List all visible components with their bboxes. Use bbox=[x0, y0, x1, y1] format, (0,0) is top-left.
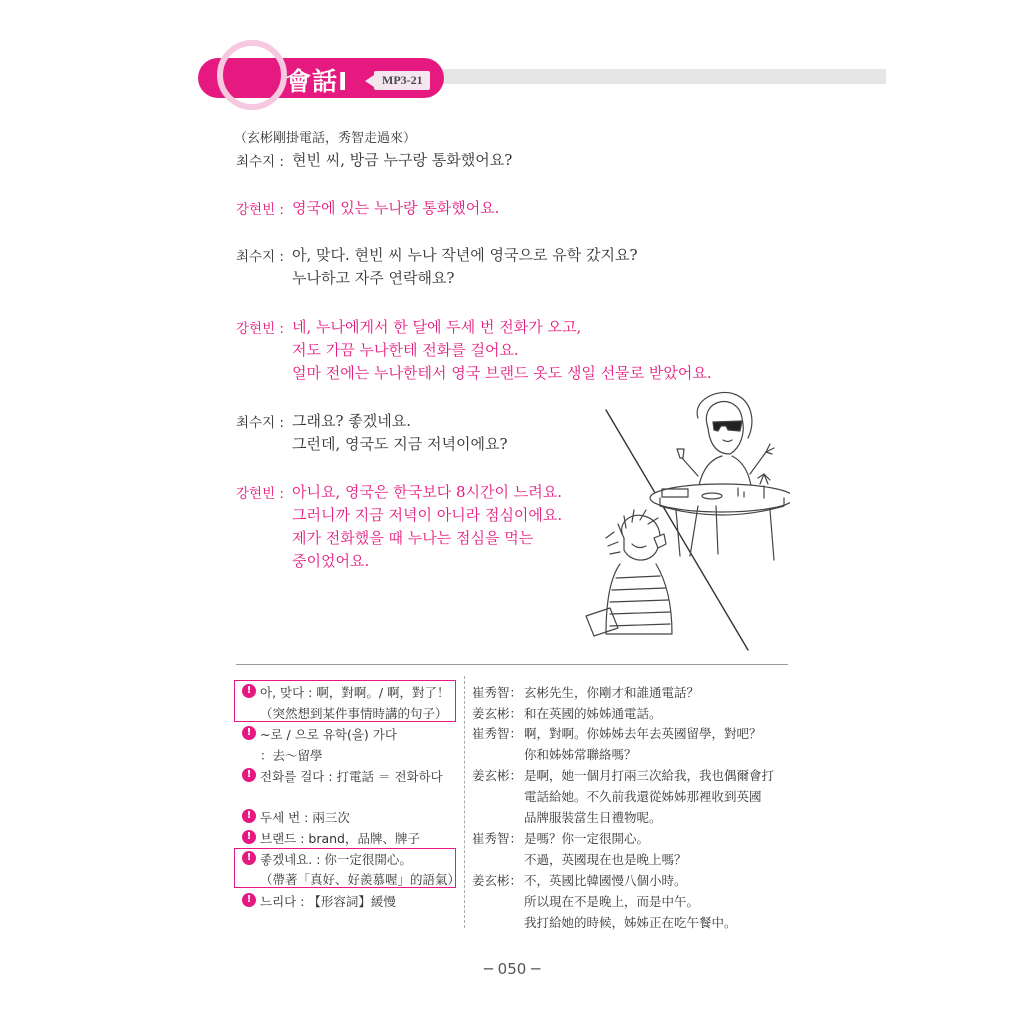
exclamation-icon: ! bbox=[242, 851, 256, 865]
exclamation-icon: ! bbox=[242, 893, 256, 907]
dialogue-line: 아, 맞다. 현빈 씨 누나 작년에 영국으로 유학 갔지요? bbox=[292, 246, 638, 264]
header-circle-decoration bbox=[217, 40, 287, 110]
dialogue-speaker: 최수지 : bbox=[236, 154, 284, 170]
translation-line: 電話給她。不久前我還從姊姊那裡收到英國 bbox=[524, 789, 762, 804]
phone-call-illustration bbox=[580, 388, 790, 658]
dialogue-speaker: 강현빈 : bbox=[236, 486, 284, 502]
translation-line: 我打給她的時候，姊姊正在吃午餐中。 bbox=[524, 915, 737, 930]
section-divider bbox=[236, 664, 788, 665]
dialogue-speaker: 최수지 : bbox=[236, 249, 284, 265]
exclamation-icon: ! bbox=[242, 684, 256, 698]
exclamation-icon: ! bbox=[242, 768, 256, 782]
header-gray-bar bbox=[430, 69, 886, 84]
dialogue-line: 제가 전화했을 때 누나는 점심을 먹는 bbox=[292, 529, 534, 547]
scene-note: （玄彬剛掛電話，秀智走過來） bbox=[234, 131, 417, 146]
dialogue-speaker: 최수지 : bbox=[236, 415, 284, 431]
translation-speaker: 崔秀智： bbox=[472, 685, 523, 700]
vocab-entry: （帶著「真好、好羨慕喔」的語氣） bbox=[260, 872, 461, 887]
vocab-entry: 좋겠네요. : 你一定很開心。 bbox=[260, 852, 412, 867]
translation-line: 啊，對啊。你姊姊去年去英國留學，對吧？ bbox=[524, 726, 762, 741]
dialogue-line: 그러니까 지금 저녁이 아니라 점심이에요. bbox=[292, 506, 563, 524]
vocab-entry: 전화를 걸다 : 打電話 ＝ 전화하다 bbox=[260, 769, 443, 784]
translation-speaker: 姜玄彬： bbox=[472, 873, 523, 888]
column-divider bbox=[464, 676, 465, 928]
dialogue-speaker: 강현빈 : bbox=[236, 321, 284, 337]
section-title: 會話Ⅰ bbox=[286, 67, 349, 96]
translation-line: 品牌服裝當生日禮物呢。 bbox=[524, 810, 662, 825]
translation-speaker: 姜玄彬： bbox=[472, 706, 523, 721]
vocab-entry: ：去～留學 bbox=[260, 748, 323, 763]
dialogue-line: 아니요, 영국은 한국보다 8시간이 느려요. bbox=[292, 483, 562, 501]
vocab-entry: ~로 / 으로 유학(을) 가다 bbox=[260, 727, 397, 742]
translation-line: 和在英國的姊姊通電話。 bbox=[524, 706, 662, 721]
vocab-entry: 브랜드 : brand，品牌、牌子 bbox=[260, 831, 420, 846]
dialogue-line: 누나하고 자주 연락해요? bbox=[292, 269, 455, 287]
dialogue-line: 그래요? 좋겠네요. bbox=[292, 412, 412, 430]
translation-line: 玄彬先生，你剛才和誰通電話？ bbox=[524, 685, 700, 700]
translation-line: 是啊，她一個月打兩三次給我，我也偶爾會打 bbox=[524, 768, 775, 783]
exclamation-icon: ! bbox=[242, 726, 256, 740]
translation-speaker: 崔秀智： bbox=[472, 726, 523, 741]
vocab-entry: 느리다 : 【形容詞】緩慢 bbox=[260, 894, 396, 909]
dialogue-line: 네, 누나에게서 한 달에 두세 번 전화가 오고, bbox=[292, 318, 582, 336]
dialogue-line: 저도 가끔 누나한테 전화를 걸어요. bbox=[292, 341, 519, 359]
vocab-entry: 아, 맞다 : 啊，對啊。/ 啊，對了！ bbox=[260, 685, 450, 700]
translation-line: 是嗎？你一定很開心。 bbox=[524, 831, 650, 846]
dialogue-speaker: 강현빈 : bbox=[236, 202, 284, 218]
dialogue-line: 중이었어요. bbox=[292, 552, 370, 570]
dialogue-line: 얼마 전에는 누나한테서 영국 브랜드 옷도 생일 선물로 받았어요. bbox=[292, 364, 712, 382]
exclamation-icon: ! bbox=[242, 809, 256, 823]
vocab-entry: （突然想到某件事情時講的句子） bbox=[260, 706, 448, 721]
translation-line: 不過，英國現在也是晚上嗎？ bbox=[524, 852, 687, 867]
exclamation-icon: ! bbox=[242, 830, 256, 844]
vocab-entry: 두세 번 : 兩三次 bbox=[260, 810, 350, 825]
page-number: ─ 050 ─ bbox=[483, 960, 541, 978]
audio-track-label: MP3-21 bbox=[374, 71, 430, 90]
dialogue-line: 영국에 있는 누나랑 통화했어요. bbox=[292, 199, 500, 217]
translation-speaker: 崔秀智： bbox=[472, 831, 523, 846]
translation-line: 你和姊姊常聯絡嗎？ bbox=[524, 747, 637, 762]
translation-speaker: 姜玄彬： bbox=[472, 768, 523, 783]
dialogue-line: 그런데, 영국도 지금 저녁이에요? bbox=[292, 435, 508, 453]
translation-line: 所以現在不是晚上，而是中午。 bbox=[524, 894, 700, 909]
dialogue-line: 현빈 씨, 방금 누구랑 통화했어요? bbox=[292, 151, 513, 169]
translation-line: 不，英國比韓國慢八個小時。 bbox=[524, 873, 687, 888]
